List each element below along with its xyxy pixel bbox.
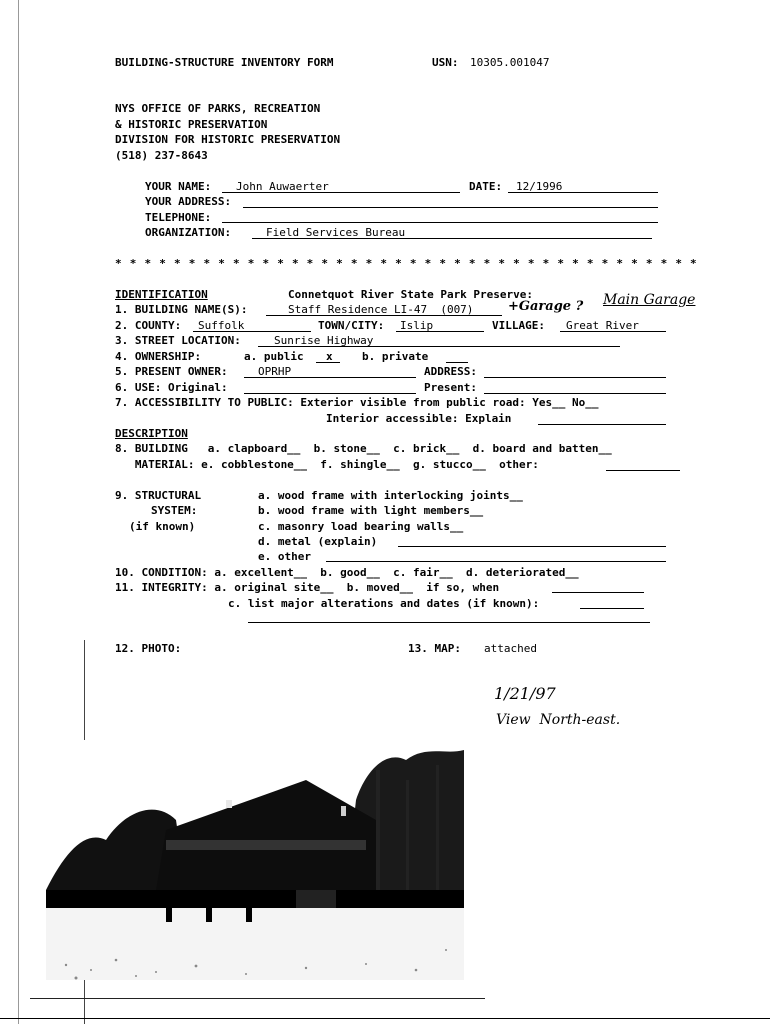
- q9-label-3: (if known): [129, 520, 196, 533]
- q11-line-2: c. list major alterations and dates (if known):: [228, 597, 540, 610]
- q6-label: 6. USE: Original:: [115, 381, 228, 394]
- map-label: 13. MAP:: [408, 642, 461, 655]
- building-name-value[interactable]: Staff Residence LI-47 (007): [288, 303, 474, 316]
- q9-label-1: 9. STRUCTURAL: [115, 489, 202, 502]
- structural-d-underline[interactable]: [398, 546, 666, 547]
- q1-label: 1. BUILDING NAME(S):: [115, 303, 248, 316]
- structural-c: c. masonry load bearing walls__: [258, 520, 464, 533]
- building-photograph: [46, 740, 464, 980]
- q3-label: 3. STREET LOCATION:: [115, 334, 241, 347]
- material-other-underline[interactable]: [606, 470, 680, 471]
- organization-label: ORGANIZATION:: [145, 226, 232, 239]
- agency-line-3: DIVISION FOR HISTORIC PRESERVATION: [115, 133, 341, 146]
- form-title: BUILDING-STRUCTURE INVENTORY FORM: [115, 56, 334, 69]
- structural-b: b. wood frame with light members__: [258, 504, 484, 517]
- alterations-underline-2[interactable]: [248, 622, 650, 623]
- owner-address-label: ADDRESS:: [424, 365, 477, 378]
- handwritten-photo-date: 1/21/97: [494, 684, 556, 703]
- town-value[interactable]: Islip: [400, 319, 434, 332]
- date-value[interactable]: 12/1996: [516, 180, 563, 193]
- scan-bottom-line-2: [0, 1018, 770, 1019]
- scan-bottom-line: [30, 998, 485, 999]
- handwritten-main-garage: Main Garage: [603, 292, 696, 308]
- alterations-underline[interactable]: [580, 608, 644, 609]
- name-value[interactable]: John Auwaerter: [236, 180, 329, 193]
- photo-label: 12. PHOTO:: [115, 642, 182, 655]
- q8-line-2: MATERIAL: e. cobblestone__ f. shingle__ g. stucco__ other:: [115, 458, 539, 471]
- handwritten-view-direction: View North-east.: [496, 712, 621, 728]
- use-present-label: Present:: [424, 381, 477, 394]
- village-label: VILLAGE:: [492, 319, 545, 332]
- county-value[interactable]: Suffolk: [198, 319, 245, 332]
- description-heading: DESCRIPTION: [115, 427, 188, 440]
- date-label: DATE:: [469, 180, 503, 193]
- street-value[interactable]: Sunrise Highway: [274, 334, 374, 347]
- agency-line-1: NYS OFFICE OF PARKS, RECREATION: [115, 102, 321, 115]
- identification-heading: IDENTIFICATION: [115, 288, 208, 301]
- q10-condition: 10. CONDITION: a. excellent__ b. good__ c. fair__ d. deteriorated__: [115, 566, 579, 579]
- q9-label-2: SYSTEM:: [151, 504, 198, 517]
- owner-address-underline[interactable]: [484, 377, 666, 378]
- q8-line-1: 8. BUILDING a. clapboard__ b. stone__ c. brick__ d. board and batten__: [115, 442, 612, 455]
- name-label: YOUR NAME:: [145, 180, 212, 193]
- ownership-private: b. private: [362, 350, 429, 363]
- structural-e-underline[interactable]: [326, 561, 666, 562]
- q5-label: 5. PRESENT OWNER:: [115, 365, 228, 378]
- separator-stars: * * * * * * * * * * * * * * * * * * * * * * * * * * * * * * * * * * * * * * * *: [115, 257, 698, 270]
- ownership-public: a. public: [244, 350, 304, 363]
- agency-line-2: & HISTORIC PRESERVATION: [115, 118, 268, 131]
- address-underline[interactable]: [243, 207, 658, 208]
- agency-phone: (518) 237-8643: [115, 149, 208, 162]
- q7-label: 7. ACCESSIBILITY TO PUBLIC: Exterior visible from public road: Yes__ No__: [115, 396, 599, 409]
- structural-e: e. other: [258, 550, 311, 563]
- q2-label: 2. COUNTY:: [115, 319, 182, 332]
- moved-when-underline[interactable]: [552, 592, 644, 593]
- interior-underline[interactable]: [538, 424, 666, 425]
- scan-edge-line: [18, 0, 19, 1024]
- town-label: TOWN/CITY:: [318, 319, 385, 332]
- village-value[interactable]: Great River: [566, 319, 639, 332]
- q4-label: 4. OWNERSHIP:: [115, 350, 202, 363]
- use-original-underline[interactable]: [244, 393, 416, 394]
- ownership-private-underline[interactable]: [446, 362, 468, 363]
- q11-line-1: 11. INTEGRITY: a. original site__ b. moved__ if so, when: [115, 581, 500, 594]
- use-present-underline[interactable]: [484, 393, 666, 394]
- handwritten-garage: +Garage ?: [508, 299, 584, 314]
- usn-value: 10305.001047: [470, 56, 550, 69]
- structural-a: a. wood frame with interlocking joints__: [258, 489, 523, 502]
- usn-label: USN:: [432, 56, 459, 69]
- address-label: YOUR ADDRESS:: [145, 195, 232, 208]
- telephone-label: TELEPHONE:: [145, 211, 212, 224]
- interior-accessible-label: Interior accessible: Explain: [326, 412, 512, 425]
- structural-d: d. metal (explain): [258, 535, 378, 548]
- owner-value[interactable]: OPRHP: [258, 365, 292, 378]
- ownership-public-mark[interactable]: x: [326, 350, 333, 363]
- map-value: attached: [484, 642, 537, 655]
- telephone-underline[interactable]: [222, 222, 658, 223]
- organization-value[interactable]: Field Services Bureau: [266, 226, 406, 239]
- park-name: Connetquot River State Park Preserve:: [288, 288, 534, 301]
